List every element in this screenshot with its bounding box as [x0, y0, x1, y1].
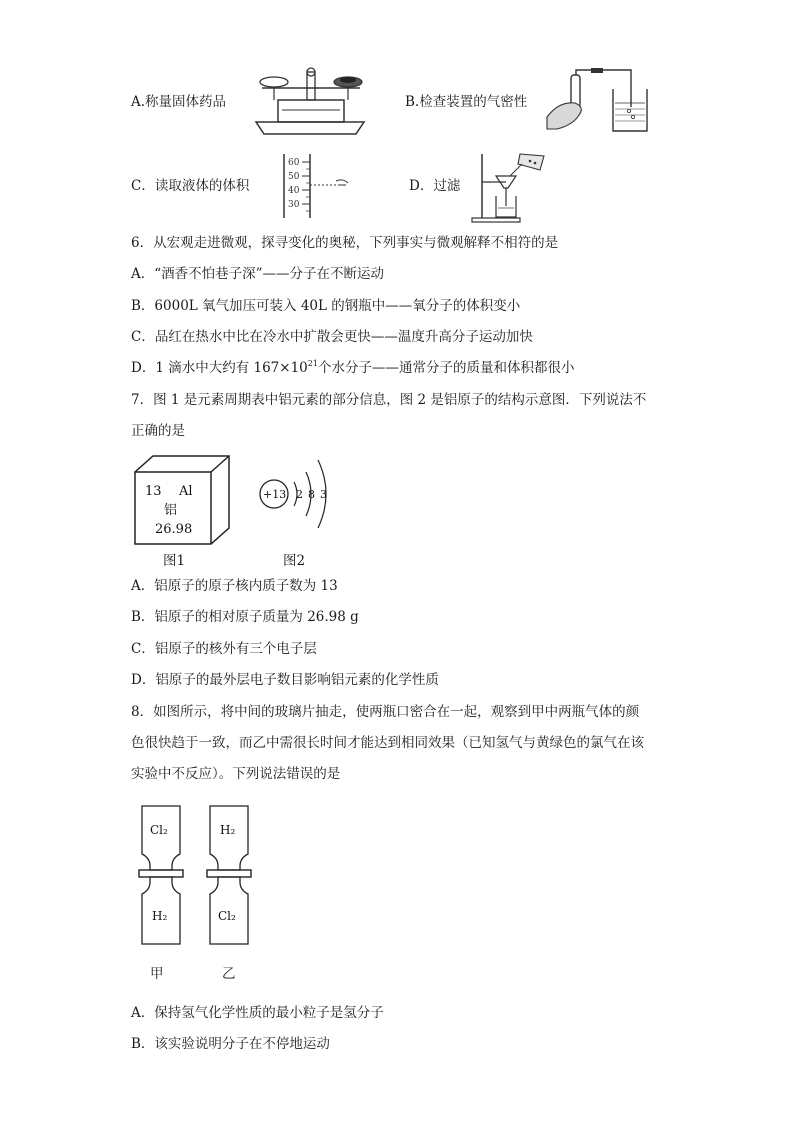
cylinder-tick-60: 60: [288, 158, 300, 168]
fig1-label: 图1: [163, 553, 186, 569]
shell-1-electrons: 2: [296, 488, 303, 501]
atomic-number: 13: [145, 484, 162, 499]
q6-option-b: B．6000L 氧气加压可装入 40L 的钢瓶中——氧分子的体积变小: [131, 298, 521, 314]
q5-option-d: D．过滤: [409, 178, 461, 194]
q7-option-b: B．铝原子的相对原子质量为 26.98 g: [131, 609, 359, 625]
q8-option-b: B．该实验说明分子在不停地运动: [131, 1036, 330, 1052]
q6-option-d: [131, 359, 574, 377]
q5-option-b: B.检查装置的气密性: [405, 94, 528, 110]
atomic-mass: 26.98: [155, 522, 193, 537]
airtightness-check-figure: [545, 67, 653, 137]
element-name: 铝: [164, 503, 178, 518]
shell-2-electrons: 8: [308, 488, 315, 501]
q7-stem-line1: 7．图 1 是元素周期表中铝元素的部分信息，图 2 是铝原子的结构示意图．下列说法不: [131, 392, 647, 408]
q6-stem: 6．从宏观走进微观，探寻变化的奥秘，下列事实与微观解释不相符的是: [131, 235, 559, 251]
atom-structure-figure: [256, 452, 340, 550]
element-symbol: Al: [179, 484, 193, 499]
q6-option-c: C．品红在热水中比在冷水中扩散会更快——温度升高分子运动加快: [131, 329, 533, 345]
yi-bottom-gas: Cl₂: [218, 909, 236, 923]
balance-scale-figure: [252, 66, 370, 138]
cylinder-tick-50: 50: [288, 172, 300, 182]
q5-option-a: A.称量固体药品: [131, 94, 227, 110]
jia-bottom-gas: H₂: [152, 909, 168, 923]
gas-bottles-jia-figure: [136, 804, 186, 946]
q8-stem-line2: 色很快趋于一致，而乙中需很长时间才能达到相同效果（已知氢气与黄绿色的氯气在该: [131, 735, 644, 751]
q7-option-d: D．铝原子的最外层电子数目影响铝元素的化学性质: [131, 672, 439, 688]
yi-label: 乙: [222, 966, 236, 982]
cylinder-tick-30: 30: [288, 200, 300, 210]
filtration-figure: [470, 150, 550, 224]
q7-option-a: A．铝原子的原子核内质子数为 13: [131, 578, 338, 594]
fig2-label: 图2: [283, 553, 306, 569]
graduated-cylinder-figure: [280, 152, 352, 220]
q6-option-d-exponent: 21: [307, 359, 318, 368]
q5-option-c: C．读取液体的体积: [131, 178, 250, 194]
yi-top-gas: H₂: [220, 823, 236, 837]
cylinder-tick-40: 40: [288, 186, 300, 196]
q6-option-a: A．“酒香不怕巷子深”——分子在不断运动: [131, 266, 385, 282]
q8-option-a: A．保持氢气化学性质的最小粒子是氢分子: [131, 1005, 384, 1021]
jia-top-gas: Cl₂: [150, 823, 168, 837]
gas-bottles-yi-figure: [204, 804, 254, 946]
q6-option-d-end: 个水分子——通常分子的质量和体积都很小: [317, 360, 575, 376]
q8-stem-line1: 8．如图所示，将中间的玻璃片抽走，使两瓶口密合在一起，观察到甲中两瓶气体的颜: [131, 704, 640, 720]
shell-3-electrons: 3: [320, 488, 327, 501]
q7-stem-line2: 正确的是: [131, 423, 185, 439]
q6-option-d-start: D．1 滴水中大约有 167×10: [131, 360, 308, 376]
nucleus-charge: +13: [263, 488, 287, 501]
q8-stem-line3: 实验中不反应）。下列说法错误的是: [131, 766, 341, 782]
jia-label: 甲: [150, 966, 164, 982]
periodic-table-cell-figure: [131, 452, 235, 550]
q7-option-c: C．铝原子的核外有三个电子层: [131, 641, 317, 657]
